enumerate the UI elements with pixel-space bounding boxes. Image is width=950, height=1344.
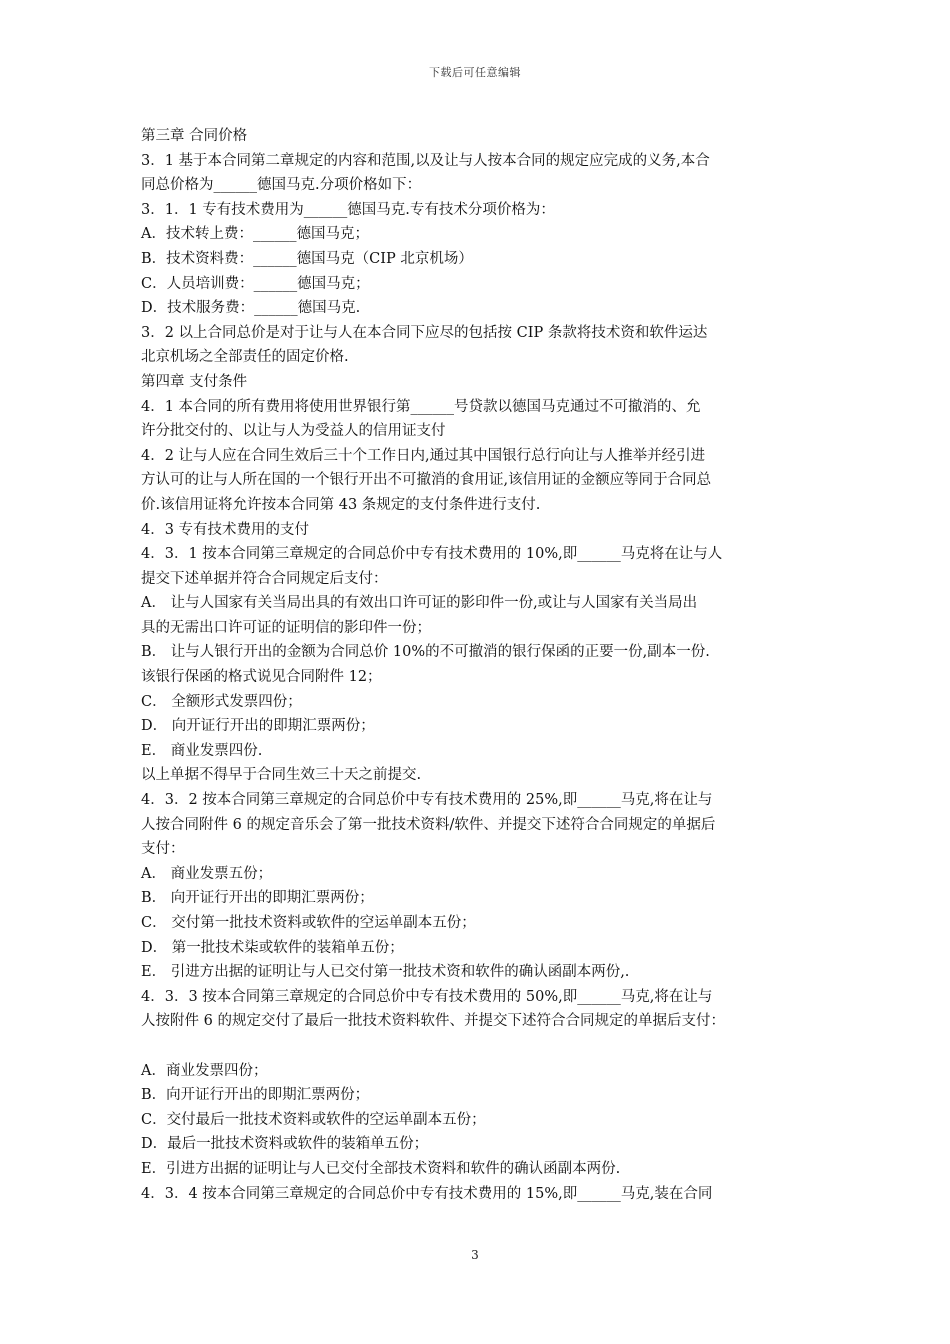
paragraph-line: 人按附件 6 的规定交付了最后一批技术资料软件、并提交下述符合合同规定的单据后支付： — [141, 1013, 725, 1030]
list-item: A． 让与人国家有关当局出具的有效出口许可证的影印件一份,或让与人国家有关当局出 — [141, 595, 698, 612]
list-item: B． 让与人银行开出的金额为合同总价 10%的不可撤消的银行保函的正要一份,副本一份. — [141, 644, 710, 661]
list-item: E． 商业发票四份. — [141, 742, 263, 759]
paragraph-line: 同总价格为______德国马克.分项价格如下： — [141, 177, 422, 194]
paragraph-line: 4．3．3 按本合同第三章规定的合同总价中专有技术费用的 50%,即______马克,将在让与 — [141, 988, 713, 1005]
list-item: C．人员培训费：______德国马克； — [141, 275, 370, 292]
paragraph-line: 许分批交付的、以让与人为受益人的信用证支付 — [141, 423, 446, 440]
paragraph-line: 提交下述单据并符合合同规定后支付： — [141, 570, 388, 587]
list-item: E． 引进方出据的证明让与人已交付第一批技术资和软件的确认函副本两份,. — [141, 964, 630, 981]
list-item: 该银行保函的格式说见合同附件 12； — [141, 669, 382, 686]
paragraph-line: 方认可的让与人所在国的一个银行开出不可撤消的食用证,该信用证的金额应等同于合同总 — [141, 472, 712, 489]
document-body — [141, 124, 813, 1206]
list-item: B．向开证行开出的即期汇票两份； — [141, 1087, 370, 1104]
list-item: E．引进方出据的证明让与人已交付全部技术资料和软件的确认函副本两份. — [141, 1160, 621, 1177]
paragraph-line: 北京机场之全部责任的固定价格. — [141, 349, 349, 366]
list-item: C． 交付第一批技术资料或软件的空运单副本五份； — [141, 915, 476, 931]
page-number: 3 — [471, 1248, 479, 1262]
paragraph-line: 价.该信用证将允许按本合同第 43 条规定的支付条件进行支付. — [141, 496, 541, 513]
list-item: A．技术转上费：______德国马克； — [141, 226, 369, 243]
paragraph-line: 3．2 以上合同总价是对于让与人在本合同下应尽的包括按 CIP 条款将技术资和软件运达 — [141, 324, 708, 341]
paragraph-line: 3．1．1 专有技术费用为______德国马克.专有技术分项价格为： — [141, 201, 555, 218]
list-item: D． 向开证行开出的即期汇票两份； — [141, 718, 375, 735]
paragraph-line: 4．3．1 按本合同第三章规定的合同总价中专有技术费用的 10%,即______马克将在让与人 — [141, 546, 723, 563]
list-item: A． 商业发票五份； — [141, 865, 273, 882]
page-header-note: 下载后可任意编辑 — [429, 66, 521, 79]
paragraph-line: 支付： — [141, 841, 185, 858]
section-heading: 4．3 专有技术费用的支付 — [141, 521, 310, 538]
paragraph-line: 3．1 基于本合同第二章规定的内容和范围,以及让与人按本合同的规定应完成的义务,本合 — [141, 152, 710, 169]
chapter-heading: 第四章 支付条件 — [141, 373, 248, 390]
list-item: D．技术服务费：______德国马克. — [141, 300, 361, 317]
paragraph-line: 以上单据不得早于合同生效三十天之前提交. — [141, 767, 422, 784]
list-item: D．最后一批技术资料或软件的装箱单五份； — [141, 1136, 429, 1153]
list-item: 具的无需出口许可证的证明信的影印件一份； — [141, 619, 431, 636]
list-item: C． 全额形式发票四份； — [141, 693, 302, 710]
list-item: A．商业发票四份； — [141, 1062, 268, 1079]
paragraph-line: 4．2 让与人应在合同生效后三十个工作日内,通过其中国银行总行向让与人推举并经引进 — [141, 447, 706, 464]
paragraph-line: 4．3．4 按本合同第三章规定的合同总价中专有技术费用的 15%,即______马克,装在合同 — [141, 1185, 713, 1202]
list-item: B．技术资料费：______德国马克（CIP 北京机场） — [141, 250, 473, 267]
paragraph-line: 人按合同附件 6 的规定音乐会了第一批技术资料/软件、并提交下述符合合同规定的单据后 — [141, 816, 716, 833]
paragraph-line: 4．3．2 按本合同第三章规定的合同总价中专有技术费用的 25%,即______马克,将在让与 — [141, 792, 713, 809]
list-item: C．交付最后一批技术资料或软件的空运单副本五份； — [141, 1111, 486, 1128]
list-item: D． 第一批技术柒或软件的装箱单五份； — [141, 939, 404, 956]
blank-line — [141, 1034, 813, 1059]
paragraph-line: 4．1 本合同的所有费用将使用世界银行第______号贷款以德国马克通过不可撤消的、允 — [141, 398, 701, 415]
chapter-heading: 第三章 合同价格 — [141, 128, 248, 144]
list-item: B． 向开证行开出的即期汇票两份； — [141, 890, 374, 907]
